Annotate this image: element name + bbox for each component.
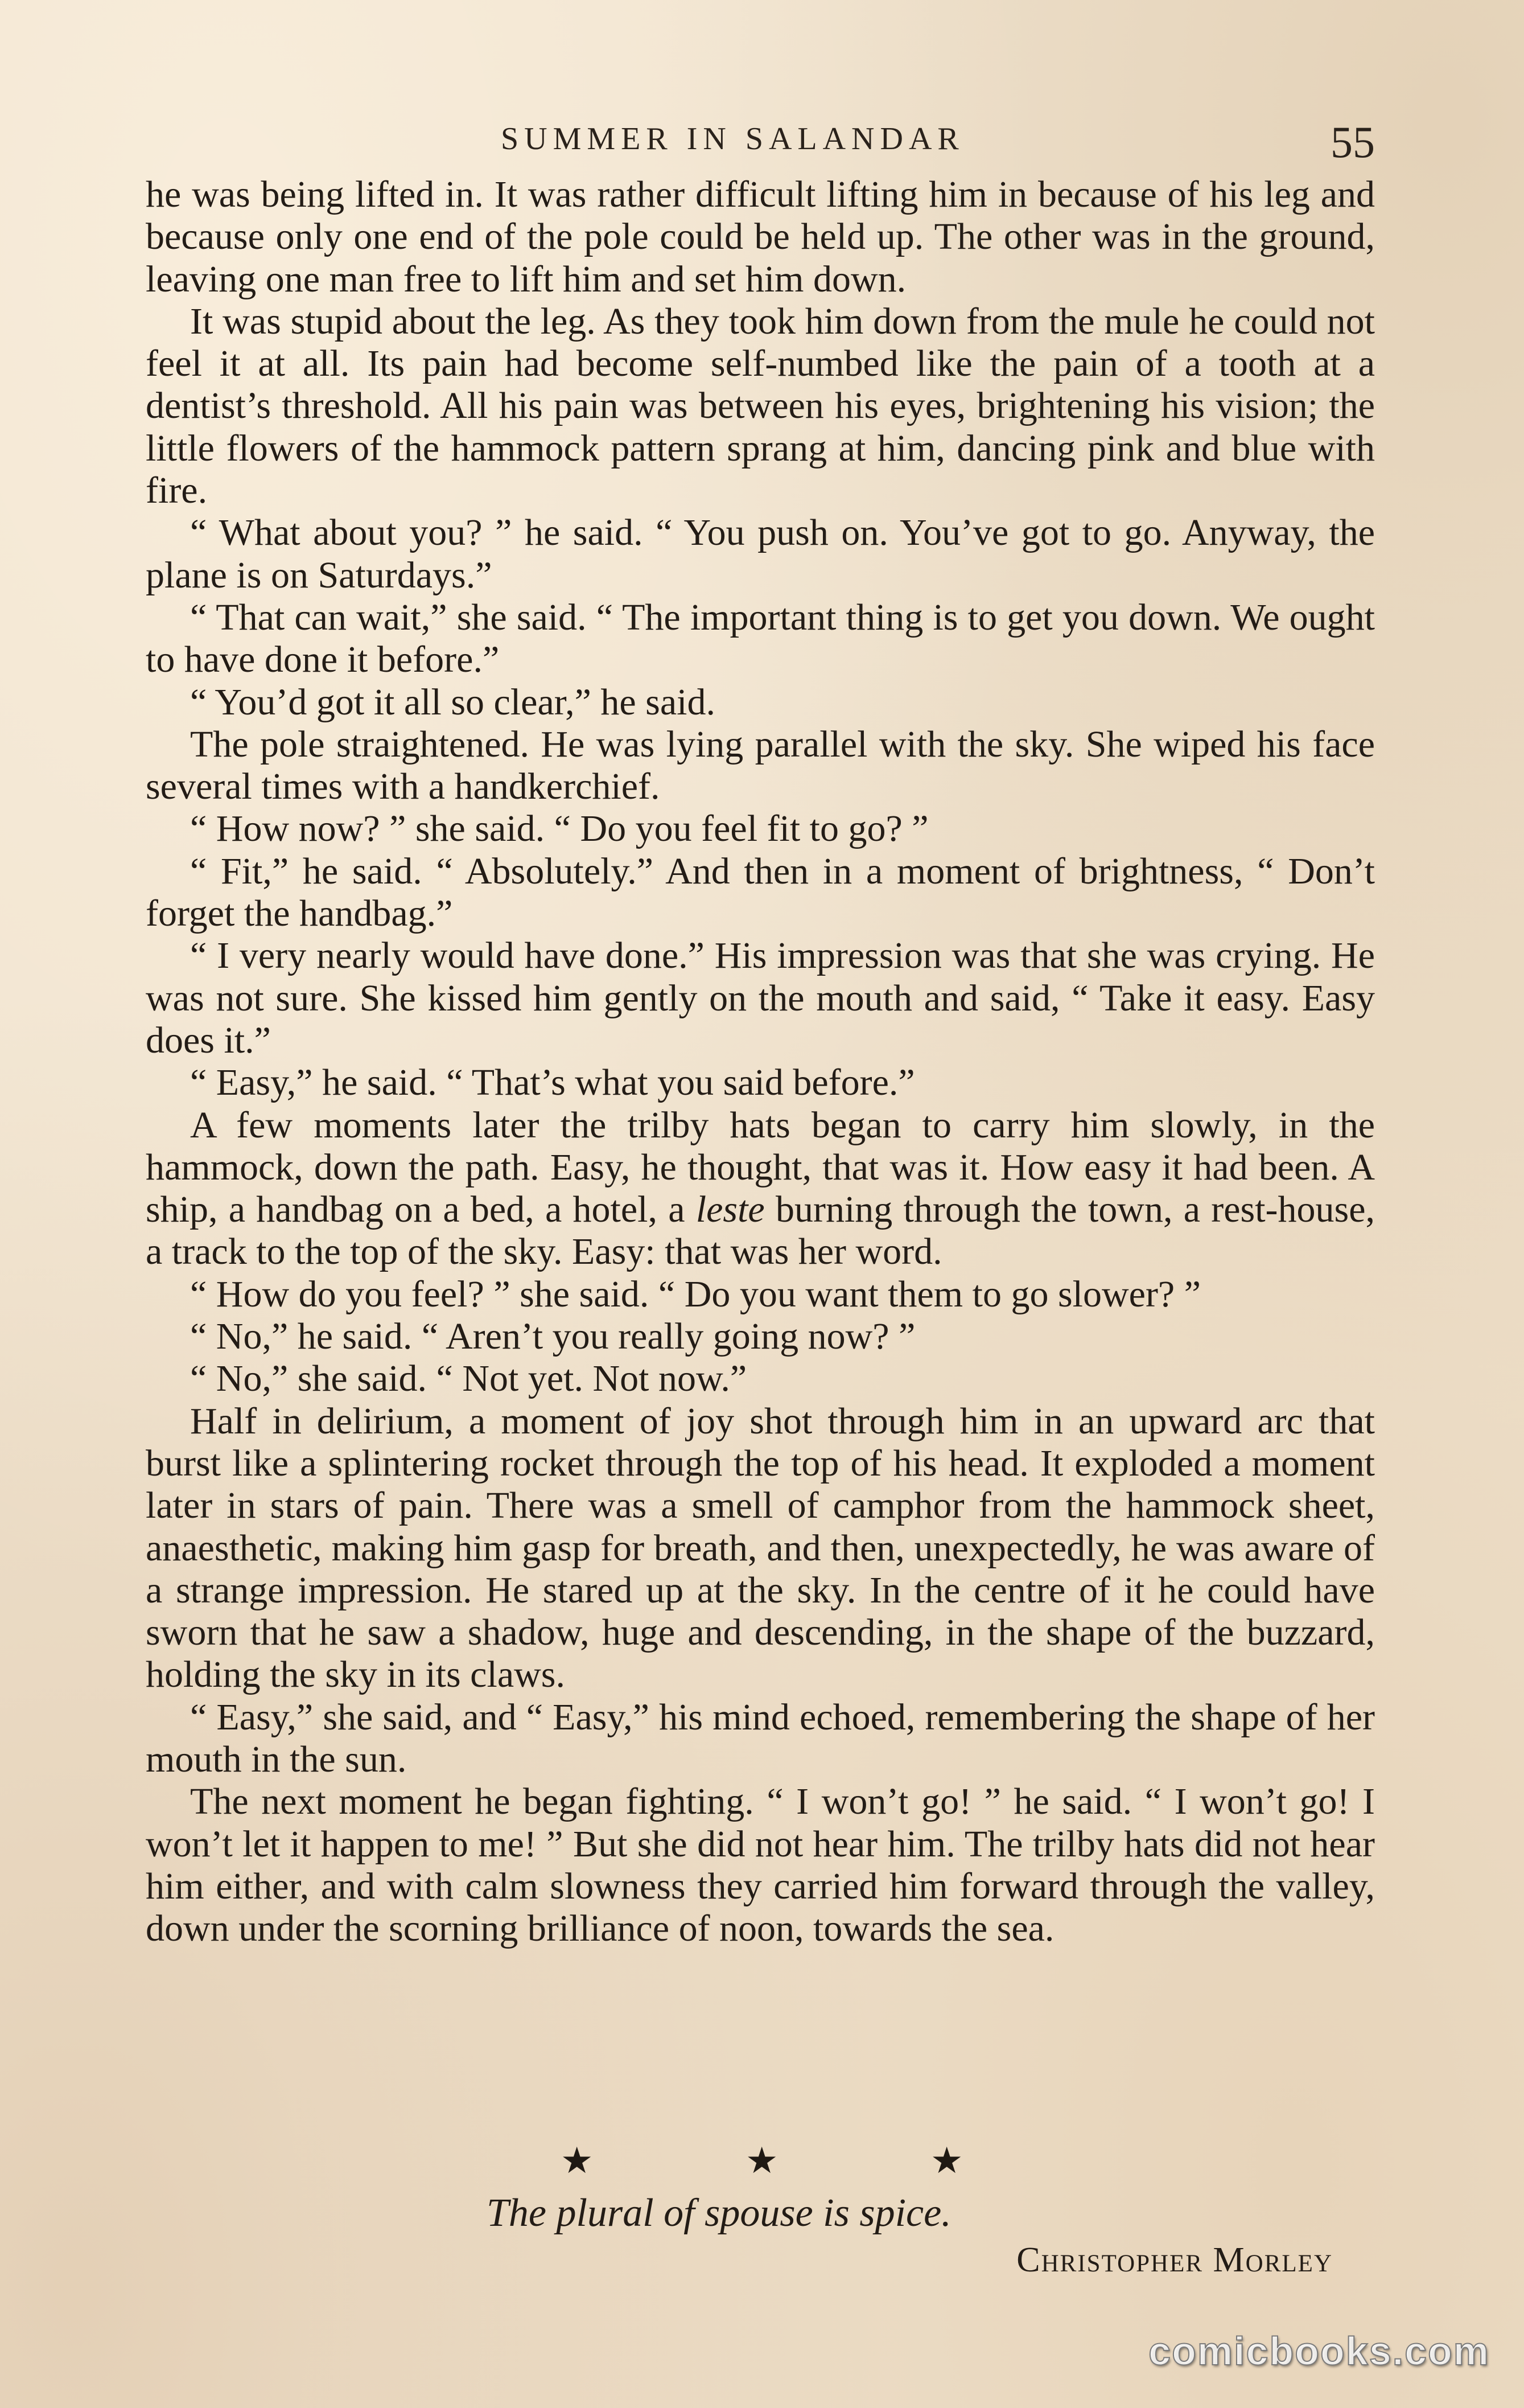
italic-word: leste [695,1189,765,1231]
paragraph: “ That can wait,” she said. “ The important thing is to get you down. We ought to have done it before.” [146,596,1375,681]
paragraph: It was stupid about the leg. As they took him down from the mule he could not feel it at all. Its pain had become self-numbed like the pain of a tooth at a dentist’s threshold. All his pain was between his eyes, brightening his vision; the little flowers of the hammock pattern sprang at him, dancing pink and blue with fire. [146,300,1375,512]
paragraph: “ How do you feel? ” she said. “ Do you want them to go slower? ” [190,1273,1201,1315]
paragraph: Half in delirium, a moment of joy shot through him in an upward arc that burst like a splintering rocket through the top of his head. It exploded a moment later in stars of pain. There was a smell of camphor from the hammock sheet, anaesthetic, making him gasp for breath, and then, unexpectedly, he was aware of a strange impression. He stared up at the sky. In the centre of it he could have sworn that he saw a shadow, huge and descending, in the shape of the buzzard, holding the sky in its claws. [146,1400,1375,1696]
section-break-ornament [0,2138,1524,2184]
paragraph: “ Easy,” he said. “ That’s what you said before.” [190,1062,915,1104]
paragraph: “ Fit,” he said. “ Absolutely.” And then in a moment of brightness, “ Don’t forget the handbag.” [146,850,1375,935]
star-icon: ★ [561,2140,594,2181]
paragraph-text: burning through the town, a rest-house, a track to the top of the sky. Easy: that was her word. [146,1189,1375,1273]
paragraph: “ I very nearly would have done.” His impression was that she was crying. He was not sure. She kissed him gently on the mouth and said, “ Take it easy. Easy does it.” [146,935,1375,1061]
star-icon: ★ [930,2140,963,2181]
paragraph: The next moment he began fighting. “ I won’t go! ” he said. “ I won’t go! I won’t let it happen to me! ” But she did not hear him. The trilby hats did not hear him either, and with calm slowness they carried him forward through the valley, down under the scorning brilliance of noon, towards the sea. [146,1781,1375,1950]
paragraph: The pole straightened. He was lying parallel with the sky. She wiped his face several times with a handkerchief. [146,723,1375,808]
filler-quote: The plural of spouse is spice. [487,2191,952,2235]
page-number: 55 [1331,117,1375,167]
paragraph: “ What about you? ” he said. “ You push on. You’ve got to go. Anyway, the plane is on Saturdays.” [146,512,1375,596]
paragraph: “ No,” she said. “ Not yet. Not now.” [190,1358,747,1400]
running-title: SUMMER IN SALANDAR [501,121,965,157]
star-icon: ★ [745,2140,779,2181]
paragraph-text: A few moments later the trilby hats began to carry him slowly, in the hammock, down the path. Easy, he thought, that was it. How easy it had been. A ship, a handbag on a bed, a hotel, a [146,1104,1375,1231]
paragraph: “ You’d got it all so clear,” he said. [190,681,716,723]
watermark-logo: comicbooks.com [1148,2329,1490,2373]
story-text [146,174,1375,1950]
paragraph: “ Easy,” she said, and “ Easy,” his mind echoed, remembering the shape of her mouth in the sun. [146,1696,1375,1780]
paragraph: “ No,” he said. “ Aren’t you really going now? ” [190,1316,916,1358]
paragraph: he was being lifted in. It was rather difficult lifting him in because of his leg and because only one end of the pole could be held up. The other was in the ground, leaving one man free to lift him and set him down. [146,174,1375,300]
quote-attribution: Christopher Morley [1016,2241,1333,2279]
paragraph: “ How now? ” she said. “ Do you feel fit to go? ” [190,808,929,850]
paragraph [146,1104,1375,1273]
